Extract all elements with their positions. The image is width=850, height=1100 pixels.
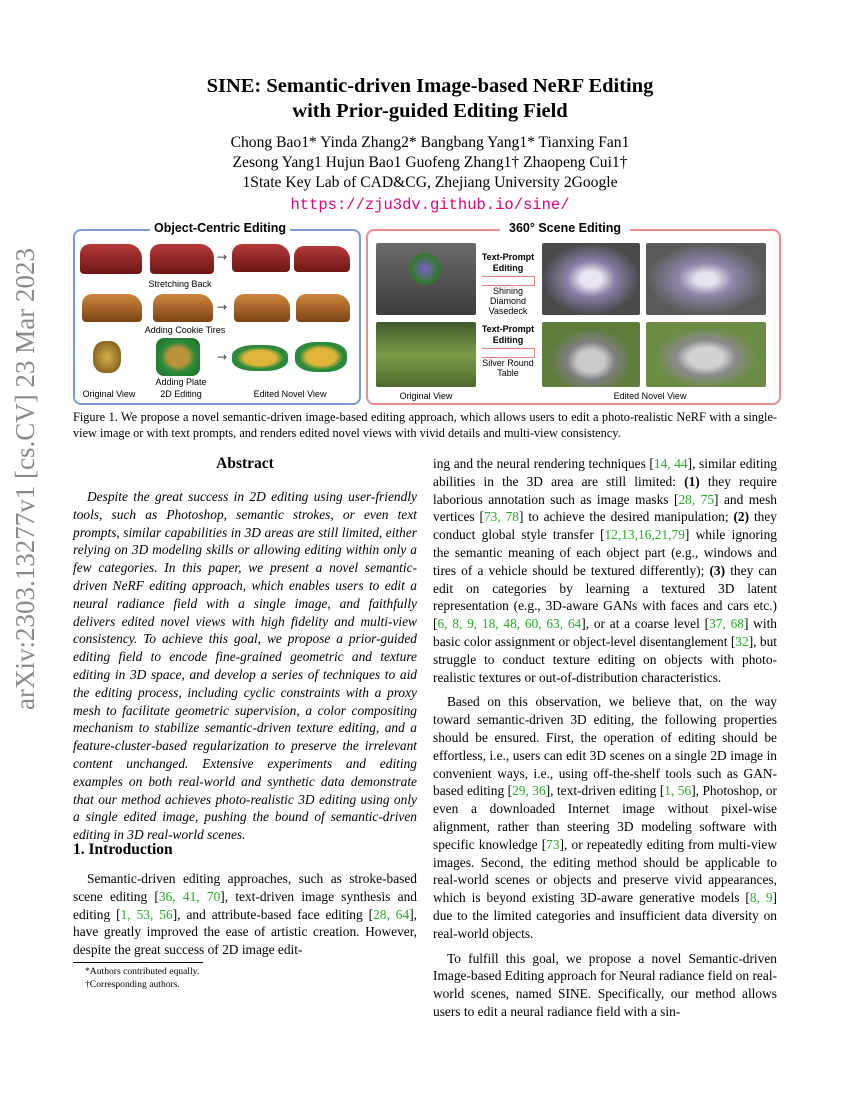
citation-link[interactable]: 73, 78	[483, 509, 519, 525]
car-novel-red-2	[294, 246, 350, 272]
footnote-1: *Authors contributed equally.	[85, 966, 200, 977]
label-text-prompt-editing-2: Text-Prompt Editing	[481, 324, 535, 345]
label-edited-novel-view-left: Edited Novel View	[253, 389, 327, 399]
prompt-1: Shining Diamond Vasedeck	[488, 286, 528, 316]
citation-link[interactable]: 12,13,16,21,79	[604, 527, 685, 543]
citation-link[interactable]: 8, 9	[749, 890, 773, 906]
paper-title: SINE: Semantic-driven Image-based NeRF Editing with Prior-guided Editing Field	[206, 75, 654, 122]
abstract-heading: Abstract	[216, 455, 274, 472]
footnote-2: †Corresponding authors.	[85, 979, 180, 990]
citation-link[interactable]: 28, 64	[373, 906, 410, 922]
paragraph: To fulfill this goal, we propose a novel Semantic-driven Image-based Editing approach for Neural radiance field on real-world scenes, named SINE. Specifically, our method allows users to edit a neural radiance field with a sin-	[433, 950, 777, 1019]
footnote-rule	[73, 962, 203, 963]
citation-link[interactable]: 1, 56	[664, 783, 692, 799]
label-stretching-back: Stretching Back	[148, 279, 212, 289]
object-original	[93, 341, 121, 373]
citation-link[interactable]: 6, 8, 9, 18, 48, 60, 63, 64	[437, 616, 582, 632]
label-adding-cookie-tires: Adding Cookie Tires	[144, 325, 226, 335]
citation-link[interactable]: 32	[735, 633, 749, 649]
vase-novel-photo-1	[542, 243, 640, 315]
citation-link[interactable]: 73	[546, 836, 560, 852]
arxiv-id: arXiv:2303.13277v1 [cs.CV] 23 Mar 2023	[10, 248, 40, 710]
citation-link[interactable]: 29, 36	[512, 783, 546, 799]
car-edited-red	[150, 244, 214, 274]
prompt-arrow-2	[482, 348, 535, 358]
intro-heading: 1. Introduction	[73, 841, 173, 858]
object-centric-title: Object-Centric Editing	[150, 221, 290, 235]
label-text-prompt-editing-1: Text-Prompt Editing	[481, 252, 535, 273]
label-original-view-left: Original View	[82, 389, 136, 399]
abstract-body: Despite the great success in 2D editing using user-friendly tools, such as Photoshop, semantic strokes, or even text prompts, similar capabilities in 3D areas are still limited, either relying on 3D modeling skills or allowing editing within only a few categories. In this paper, we present a novel semantic-driven NeRF editing approach, which enables users to edit a neural radiance field with a single image, and faithfully delivers edited novel views with high fidelity and multi-view consistency. To achieve this goal, we propose a prior-guided editing field to encode fine-grained geometric and texture editing in 3D space, and develop a series of techniques to aid the editing process, including cyclic constraints with a proxy mesh to facilitate geometric supervision, a color compositing mechanism to stabilize semantic-driven texture editing, and a feature-cluster-based regularization to preserve the irrelevant content unchanged. Extensive experiments and editing examples on both real-world and synthetic data demonstrate that our method achieves photo-realistic 3D editing using only a single edited image, pushing the bound of semantic-driven editing in 3D real-world scenes.	[73, 489, 417, 843]
car-novel-orange-2	[296, 294, 350, 322]
prompt-2: Silver Round Table	[482, 358, 534, 378]
footnotes	[73, 965, 417, 991]
citation-link[interactable]: 37, 68	[709, 616, 744, 632]
scene-editing-title: 360° Scene Editing	[500, 221, 630, 235]
arrow-icon: →	[217, 350, 228, 364]
arxiv-sidebar	[8, 220, 48, 720]
citation-link[interactable]: 36, 41, 70	[158, 888, 221, 904]
project-url[interactable]: https://zju3dv.github.io/sine/	[290, 196, 570, 214]
authors-line-1: Chong Bao1* Yinda Zhang2* Bangbang Yang1* Tianxing Fan1	[230, 134, 630, 151]
car-edited-orange	[153, 294, 213, 322]
object-novel-1	[232, 345, 288, 371]
car-original-red	[80, 244, 142, 274]
car-original-orange	[82, 294, 142, 322]
label-edited-novel-view-right: Edited Novel View	[613, 391, 687, 401]
figure-caption: Figure 1. We propose a novel semantic-driven image-based editing approach, which allows users to edit a photo-realistic NeRF with a single-view image or with text prompts, and renders edited novel views with vivid details and multi-view consistency.	[73, 410, 777, 440]
label-adding-plate: Adding Plate	[155, 377, 207, 387]
car-novel-red-1	[232, 244, 290, 272]
table-novel-photo-2	[646, 322, 766, 387]
arrow-icon: →	[217, 250, 228, 264]
object-2d-edit	[156, 338, 200, 376]
object-novel-2	[295, 342, 347, 372]
arrow-icon: →	[217, 300, 228, 314]
citation-link[interactable]: 14, 44	[653, 456, 688, 471]
citation-link[interactable]: 1, 53, 56	[120, 906, 173, 922]
label-original-view-right: Original View	[399, 391, 453, 401]
vase-novel-photo-2	[646, 243, 766, 315]
citation-link[interactable]: 28, 75	[678, 491, 715, 507]
paragraph: ing and the neural rendering techniques [14, 44], similar editing abilities in the 3D area are still limited: (1) they require laborious annotation such as image masks [28, 75] and mesh vertices [73, 78] to achieve the desired manipulation; (2) they conduct global style transfer [12,13,16,21,79] while ignoring the semantic meaning of each object part (e.g., windows and tires of a vehicle should be textured differently); (3) they can edit on categories by learning a textured 3D latent representation (e.g., 3D-aware GANs with faces and cars etc.) [6, 8, 9, 18, 48, 60, 63, 64], or at a coarse level [37, 68] with basic color assignment or object-level disentanglement [32], but struggle to conduct texture editing on objects with photo-realistic textures or out-of-distribution characteristics.	[433, 456, 778, 685]
flowers	[408, 252, 442, 286]
authors-line-2: Zesong Yang1 Hujun Bao1 Guofeng Zhang1† Zhaopeng Cui1†	[232, 154, 628, 171]
paragraph: Based on this observation, we believe that, on the way toward semantic-driven 3D editing, the following properties should be ensured. First, the operation of editing should be effortless, i.e., users can edit 3D scenes on a single 2D image in convenient ways, i.e., using off-the-shelf tools such as GAN-based editing [29, 36], text-driven editing [1, 56], Photoshop, or even a downloaded Internet image without pixel-wise alignment, rather than steering 3D modeling software with specific knowledge [73], or repeatedly editing from multi-view images. Second, the editing method should be applicable to real-world scenes or objects and preserve vivid appearances, which is beyond existing 3D-aware generative models [8, 9] due to the limited categories and insufficient data diversity on real-world objects.	[433, 694, 777, 941]
author-list	[140, 133, 720, 193]
label-2d-editing: 2D Editing	[160, 389, 202, 399]
affiliations: 1State Key Lab of CAD&CG, Zhejiang University 2Google	[242, 174, 618, 191]
prompt-arrow-1	[482, 276, 535, 286]
table-novel-photo-1	[542, 322, 640, 387]
intro-paragraph: Semantic-driven editing approaches, such as stroke-based scene editing [36, 41, 70], text-driven image synthesis and editing [1, 53, 56], and attribute-based face editing [28, 64], have greatly improved the ease of artistic creation. However, despite the great success of 2D image edit-	[73, 871, 417, 958]
right-column	[433, 455, 777, 1021]
car-novel-orange-1	[234, 294, 290, 322]
table-original-photo	[376, 322, 476, 387]
